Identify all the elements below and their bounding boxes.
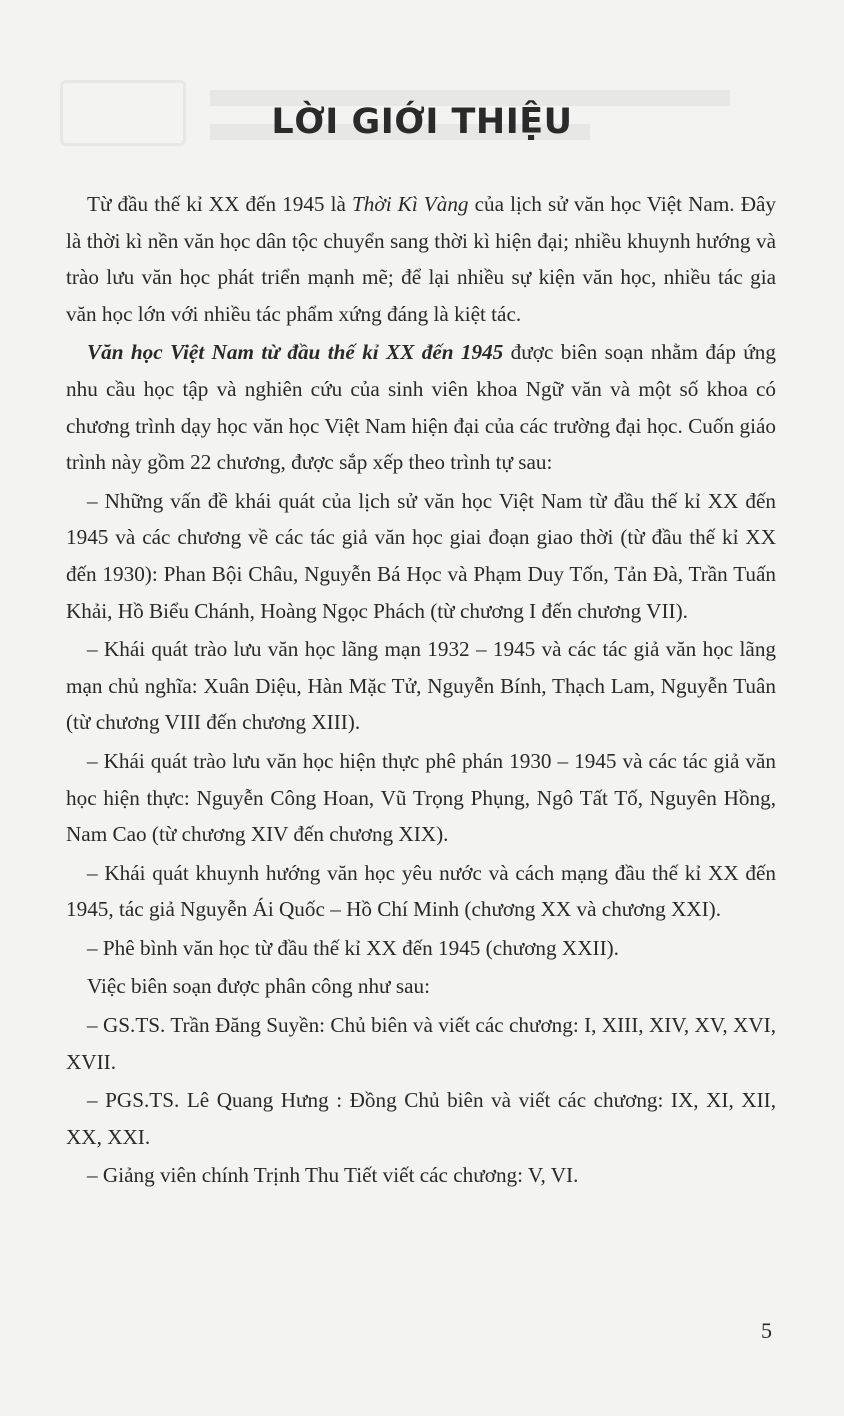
intro-paragraph [66, 186, 776, 332]
assignment-item: – GS.TS. Trần Đăng Suyền: Chủ biên và viết các chương: I, XIII, XIV, XV, XVI, XVII. [66, 1013, 776, 1074]
list-item: – Những vấn đề khái quát của lịch sử văn học Việt Nam từ đầu thế kỉ XX đến 1945 và các chương về các tác giả văn học giai đoạn giao thời (từ đầu thế kỉ XX đến 1930): Phan Bội Châu, Nguyễn Bá Học và Phạm Duy Tốn, Tản Đà, Trần Tuấn Khải, Hồ Biểu Chánh, Hoàng Ngọc Phách (từ chương I đến chương VII). [66, 488, 776, 623]
book-purpose-paragraph [66, 334, 776, 480]
golden-era-phrase: Thời Kì Vàng [352, 192, 469, 216]
list-item: – Khái quát trào lưu văn học hiện thực phê phán 1930 – 1945 và các tác giả văn học hiện thực: Nguyễn Công Hoan, Vũ Trọng Phụng, Ngô Tất Tố, Nguyên Hồng, Nam Cao (từ chương XIV đến chương XIX). [66, 748, 776, 847]
list-item: – Khái quát trào lưu văn học lãng mạn 1932 – 1945 và các tác giả văn học lãng mạn chủ nghĩa: Xuân Diệu, Hàn Mặc Tử, Nguyễn Bính, Thạch Lam, Nguyễn Tuân (từ chương VIII đến chương XIII). [66, 637, 776, 735]
intro-text-start: Từ đầu thế kỉ XX đến 1945 là [87, 192, 353, 216]
page-number: 5 [761, 1318, 772, 1343]
book-title-phrase: Văn học Việt Nam từ đầu thế kỉ XX đến 1945 [87, 340, 504, 365]
assignment-intro: Việc biên soạn được phân công như sau: [87, 974, 430, 999]
list-item: – Khái quát khuynh hướng văn học yêu nước và cách mạng đầu thế kỉ XX đến 1945, tác giả Nguyễn Ái Quốc – Hồ Chí Minh (chương XX và chương XXI). [66, 860, 776, 922]
assignment-item: – Giảng viên chính Trịnh Thu Tiết viết các chương: V, VI. [87, 1163, 579, 1188]
intro-text-end: của lịch sử văn học Việt Nam. Đây là thời kì nền văn học dân tộc chuyển sang thời kì hiện đại; nhiều khuynh hướng và trào lưu văn học phát triển mạnh mẽ; để lại nhiều sự kiện văn học, nhiều tác gia văn học lớn với nhiều tác phẩm xứng đáng là kiệt tác. [66, 192, 776, 326]
document-body [66, 186, 776, 1194]
list-item: – Phê bình văn học từ đầu thế kỉ XX đến 1945 (chương XXII). [87, 935, 619, 960]
page-title: LỜI GIỚI THIỆU [271, 102, 573, 142]
assignment-item: – PGS.TS. Lê Quang Hưng : Đồng Chủ biên và viết các chương: IX, XI, XII, XX, XXI. [66, 1088, 776, 1149]
purpose-text: được biên soạn nhằm đáp ứng nhu cầu học tập và nghiên cứu của sinh viên khoa Ngữ văn và một số khoa có chương trình dạy học văn học Việt Nam hiện đại của các trường đại học. Cuốn giáo trình này gồm 22 chương, được sắp xếp theo trình tự sau: [66, 340, 776, 475]
